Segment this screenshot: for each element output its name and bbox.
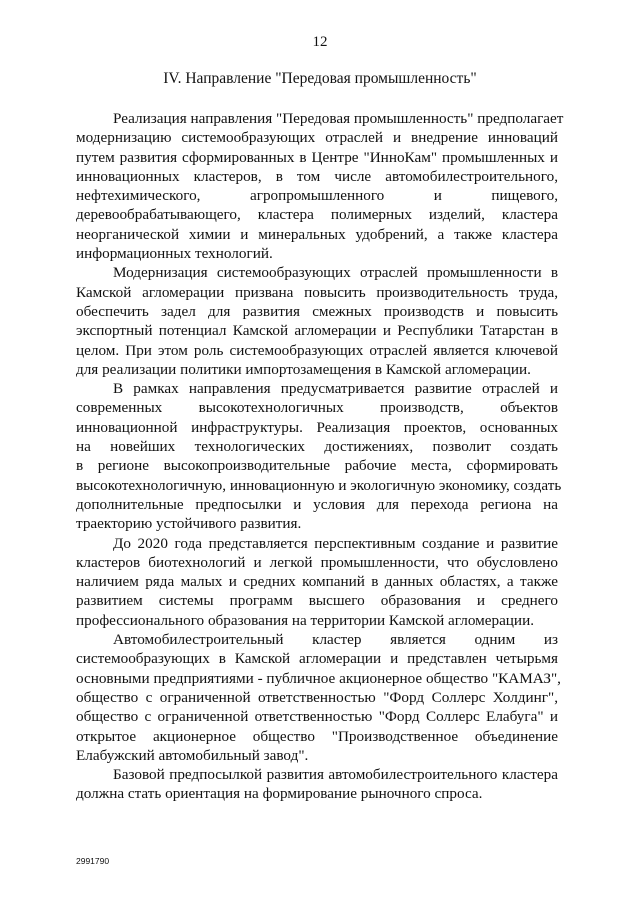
text-line: на новейших технологических достижениях, позволит создать [76, 438, 558, 456]
text-line: Базовой предпосылкой развития автомобилестроительного кластера [113, 766, 558, 784]
paragraph [76, 765, 558, 804]
text-line: высокотехнологичную, инновационную и экологичную экономику, создать [76, 476, 562, 494]
text-line: современных высокотехнологичных производств, объектов [76, 399, 558, 417]
text-line: должна стать ориентация на формирование рыночного спроса. [76, 785, 483, 803]
footer-code: 2991790 [76, 856, 110, 866]
text-line: деревообрабатывающего, кластера полимерных изделий, кластера [76, 206, 558, 224]
text-line: основными предприятиями - публичное акционерное общество "КАМАЗ", [76, 669, 561, 687]
text-line: Камской агломерации призвана повысить производительность труда, [76, 283, 558, 301]
text-line: для реализации политики импортозамещения в Камской агломерации. [76, 360, 531, 378]
paragraph [76, 379, 562, 533]
text-line: Автомобилестроительный кластер является одним из [113, 631, 558, 649]
text-line: системообразующих в Камской агломерации и представлен четырьмя [76, 650, 558, 668]
text-line: В рамках направления предусматривается развитие отраслей и [113, 380, 558, 398]
page-number: 12 [312, 34, 328, 50]
text-line: путем развития сформированных в Центре "ИнноКам" промышленных и [76, 148, 558, 166]
text-line: открытое акционерное общество "Производственное объединение [76, 727, 558, 745]
text-line: траекторию устойчивого развития. [76, 515, 302, 533]
text-line: Реализация направления "Передовая промышленность" предполагает [113, 110, 564, 127]
text-line: наличием ряда малых и средних компаний в данных областях, а также [76, 573, 558, 591]
text-line: Елабужский автомобильный завод". [76, 746, 309, 764]
text-line: информационных технологий. [76, 245, 273, 263]
text-line: нефтехимического, агропромышленного и пищевого, [76, 187, 558, 205]
paragraph [76, 109, 564, 263]
text-line: кластеров биотехнологий и легкой промышленности, что обусловлено [76, 553, 558, 571]
text-line: общество с ограниченной ответственностью "Форд Соллерс Елабуга" и [76, 708, 558, 726]
text-line: Модернизация системообразующих отраслей промышленности в [113, 264, 558, 282]
paragraph [76, 263, 558, 379]
text-line: обеспечить задел для развития смежных производств и повысить [76, 302, 558, 320]
text-line: модернизацию системообразующих отраслей и внедрение инноваций [76, 129, 558, 147]
text-line: профессионального образования на территории Камской агломерации. [76, 611, 534, 629]
paragraph [76, 534, 558, 630]
text-line: До 2020 года представляется перспективным создание и развитие [113, 534, 558, 552]
document-body [76, 109, 564, 804]
text-line: дополнительные предпосылки и условия для перехода региона на [76, 495, 558, 513]
section-heading: IV. Направление "Передовая промышленность" [163, 70, 477, 87]
text-line: целом. При этом роль системообразующих отраслей является ключевой [76, 341, 558, 359]
text-line: неорганической химии и минеральных удобрений, а также кластера [76, 225, 558, 243]
text-line: экспортный потенциал Камской агломерации и Республики Татарстан в [76, 322, 558, 340]
text-line: общество с ограниченной ответственностью "Форд Соллерс Холдинг", [76, 688, 558, 706]
text-line: развитием системы программ высшего образования и среднего [76, 592, 558, 610]
text-line: в регионе высокопроизводительные рабочие места, сформировать [76, 457, 558, 475]
text-line: инновационной инфраструктуры. Реализация проектов, основанных [76, 418, 558, 436]
text-line: инновационных кластеров, в том числе автомобилестроительного, [76, 167, 558, 185]
paragraph [76, 630, 561, 765]
